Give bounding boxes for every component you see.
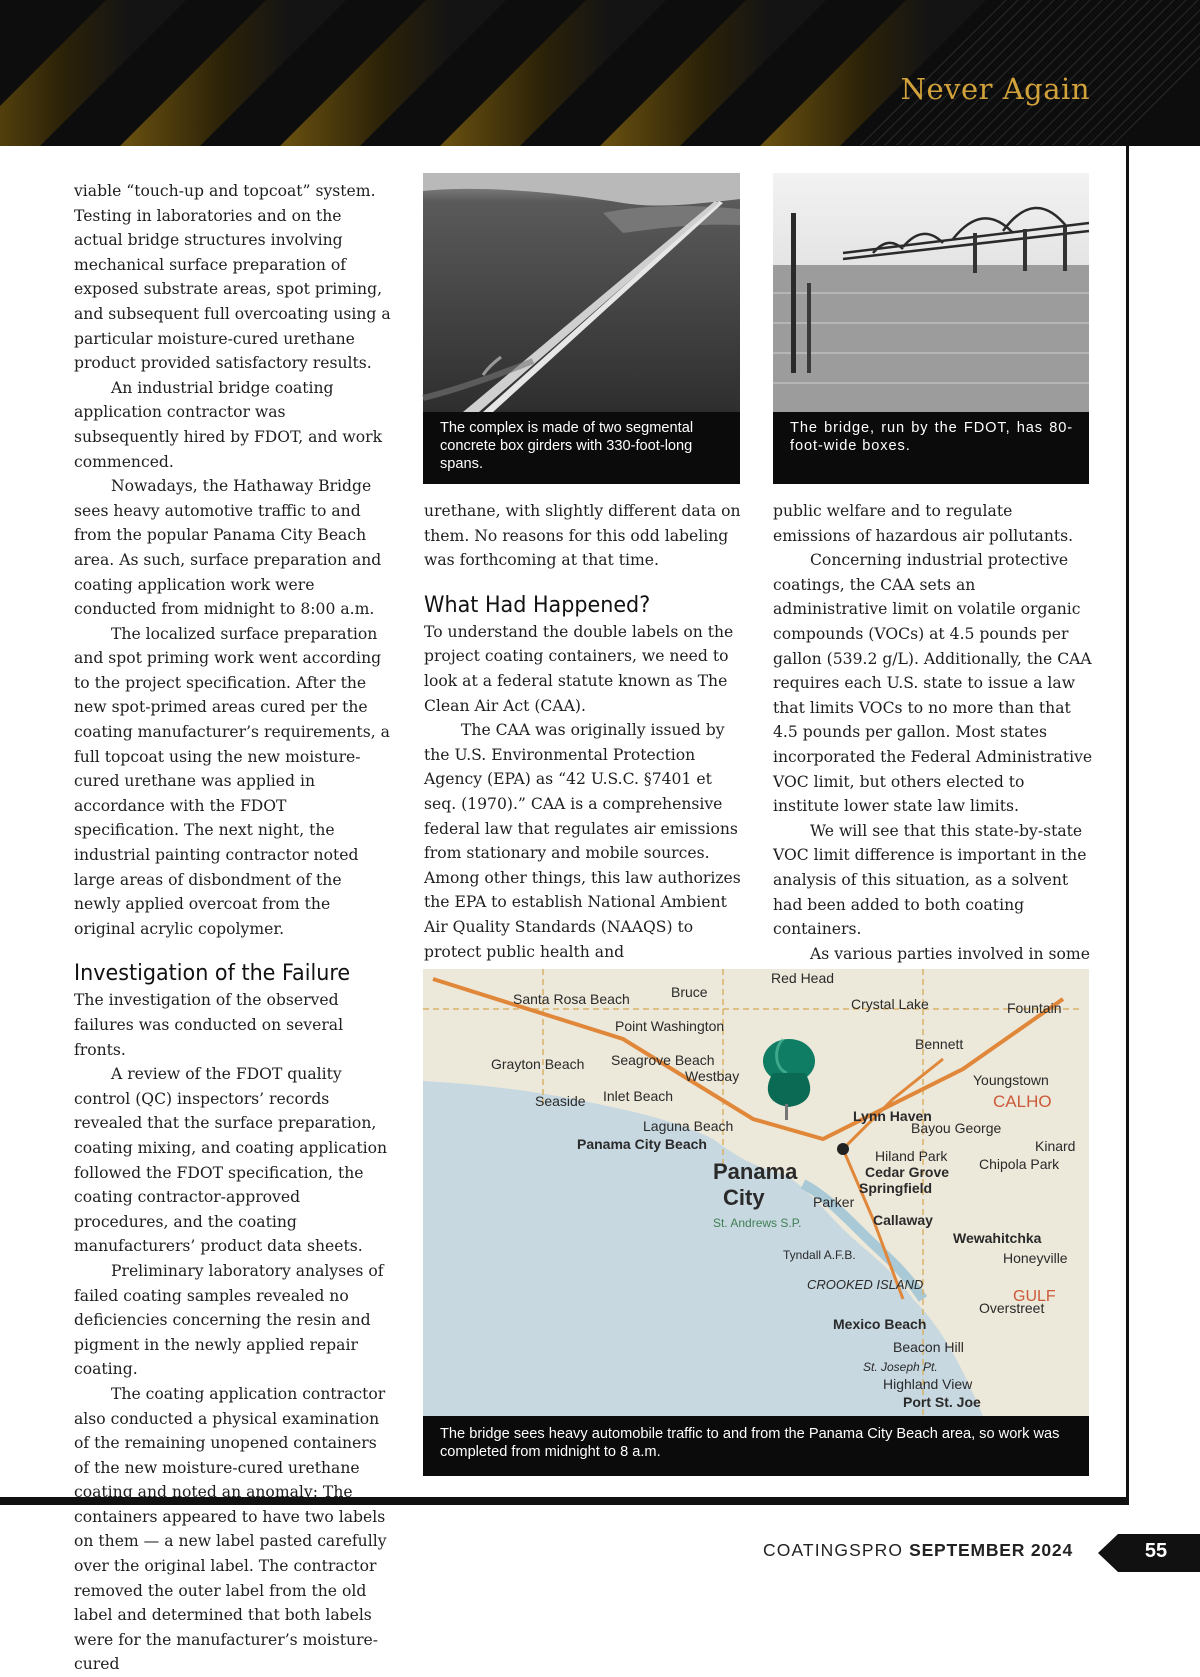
map-label: Beacon Hill (893, 1339, 964, 1355)
paragraph: Preliminary laboratory analyses of failed coating samples revealed no deficiencies concerning the resin and pigment in the newly applied repair coating. (74, 1261, 384, 1379)
figure-map (423, 969, 1089, 1476)
map-label: Santa Rosa Beach (513, 991, 630, 1007)
page-number: 55 (1144, 1540, 1168, 1562)
section-heading: Investigation of the Failure (74, 960, 351, 987)
figure-caption: The bridge sees heavy automobile traffic to and from the Panama City Beach area, so work was completed from midnight to 8 a.m. (423, 1416, 1089, 1476)
map-label: Parker (813, 1194, 855, 1210)
figure-aerial-bridge (423, 173, 740, 484)
aerial-bridge-photo (423, 173, 740, 412)
map-label: Overstreet (979, 1300, 1045, 1316)
figure-caption: The bridge, run by the FDOT, has 80-foot-wide boxes. (773, 412, 1089, 484)
paragraph: Nowadays, the Hathaway Bridge sees heavy automotive traffic to and from the popular Panama City Beach area. As such, surface preparation and coating application work were conducted from midnight to 8:00 a.m. (74, 477, 382, 619)
map-label: Port St. Joe (903, 1394, 981, 1410)
map-label: Wewahitchka (953, 1230, 1042, 1246)
map-label: Inlet Beach (603, 1088, 674, 1104)
paragraph: The CAA was originally issued by the U.S. Environmental Protection Agency (EPA) as “42 U.S.C. §7401 et seq. (1970).” CAA is a comprehensive federal law that regulates air emissions from stationary and mobile sources. Among other things, this law authorizes the EPA to establish National Ambient Air Quality Standards (NAAQS) to protect public health and (424, 721, 741, 961)
paragraph: The localized surface preparation and spot priming work went according to the project specification. After the new spot-primed areas cured per the coating manufacturer’s requirements, a full topcoat using the new moisture-cured urethane was applied in accordance with the FDOT specification. The next night, the industrial painting contractor noted large areas of disbondment of the newly applied overcoat from the original acrylic copolymer. (74, 624, 390, 938)
paragraph: urethane, with slightly different data on them. No reasons for this odd labeling was forthcoming at that time. (424, 502, 741, 570)
article-column-1 (74, 179, 392, 1677)
figure-caption: The complex is made of two segmental concrete box girders with 330-foot-long spans. (423, 412, 740, 484)
paragraph: The coating application contractor also conducted a physical examination of the remaining unopened containers of the new moisture-cured urethane coating and noted an anomaly: The containers appeared to have two labels on them — a new label pasted carefully over the original label. The contractor removed the outer label from the old label and determined that both labels were for the manufacturer’s moisture-cured (74, 1384, 387, 1674)
map-label: Fountain (1007, 1000, 1062, 1016)
section-label: Never Again (900, 72, 1090, 106)
map-label: Bayou George (911, 1120, 1002, 1136)
paragraph: A review of the FDOT quality control (QC) inspectors’ records revealed that the surface preparation, coating mixing, and coating application followed the FDOT specification, the coating contractor-approved procedures, and the coating manufacturers’ product data sheets. (74, 1065, 388, 1256)
paragraph: An industrial bridge coating application contractor was subsequently hired by FDOT, and work commenced. (74, 378, 383, 471)
paragraph: To understand the double labels on the project coating containers, we need to look at a federal statute known as The Clean Air Act (CAA). (424, 622, 734, 715)
map-label: CROOKED ISLAND (807, 1277, 924, 1292)
map-label: Kinard (1035, 1138, 1076, 1154)
map-label: Springfield (859, 1180, 933, 1196)
map-label: Mexico Beach (833, 1316, 927, 1332)
map-label: Hiland Park (875, 1148, 948, 1164)
map-label: CALHO (993, 1092, 1052, 1111)
issue-date: SEPTEMBER 2024 (909, 1540, 1073, 1560)
map-label: Seaside (535, 1093, 586, 1109)
map-label: City (723, 1185, 765, 1210)
paragraph: As various parties involved in some (810, 944, 1090, 963)
section-heading: What Had Happened? (424, 591, 651, 618)
map-label: Highland View (883, 1376, 973, 1392)
map-label: Bennett (915, 1036, 964, 1052)
map-label: Cedar Grove (865, 1164, 950, 1180)
map-label: Seagrove Beach (611, 1052, 715, 1068)
map-label: Point Washington (615, 1018, 725, 1034)
map-label: Red Head (771, 970, 835, 986)
map-label: GULF (1013, 1288, 1056, 1305)
article-column-3 (773, 499, 1093, 966)
truss-bridge-photo (773, 173, 1089, 412)
right-rule-divider (1126, 146, 1129, 1502)
panama-city-map (423, 969, 1089, 1416)
magazine-name: COATINGSPRO (763, 1540, 904, 1560)
page-header (0, 0, 1200, 146)
map-label: Crystal Lake (851, 996, 929, 1012)
map-label: Lynn Haven (853, 1108, 932, 1124)
map-label: Callaway (873, 1212, 933, 1228)
article-column-2 (424, 499, 742, 964)
map-label: Laguna Beach (643, 1118, 734, 1134)
paragraph: Concerning industrial protective coatings, the CAA sets an administrative limit on volatile organic compounds (VOCs) at 4.5 pounds per gallon (539.2 g/L). Additionally, the CAA requires each U.S. state to issue a law that limits VOCs to no more than that 4.5 pounds per gallon. Most states incorporated the Federal Administrative VOC limit, but others elected to institute lower state law limits. (773, 551, 1093, 816)
map-label: St. Joseph Pt. (863, 1360, 938, 1374)
map-label: Tyndall A.F.B. (783, 1248, 856, 1262)
map-label: St. Andrews S.P. (713, 1216, 802, 1230)
map-label: Westbay (685, 1068, 740, 1084)
page-number-tab (1098, 1534, 1200, 1572)
map-label: Grayton Beach (491, 1056, 585, 1072)
paragraph: The investigation of the observed failures was conducted on several fronts. (74, 991, 344, 1059)
map-label: Bruce (671, 984, 708, 1000)
paragraph: public welfare and to regulate emissions of hazardous air pollutants. (773, 502, 1074, 545)
paragraph: viable “touch-up and topcoat” system. Testing in laboratories and on the actual bridge structures involving mechanical surface preparation of exposed substrate areas, spot priming, and subsequent full overcoating using a particular moisture-cured urethane product provided satisfactory results. (74, 182, 391, 373)
map-label: Panama City Beach (577, 1136, 707, 1152)
page-footer (763, 1540, 1073, 1561)
map-label: Panama (713, 1159, 798, 1184)
map-label: Youngstown (973, 1072, 1049, 1088)
paragraph: We will see that this state-by-state VOC limit difference is important in the analysis of this situation, as a solvent had been added to both coating containers. (773, 821, 1087, 939)
map-label: Honeyville (1003, 1250, 1068, 1266)
map-label: Chipola Park (979, 1156, 1060, 1172)
figure-truss-bridge (773, 173, 1089, 484)
